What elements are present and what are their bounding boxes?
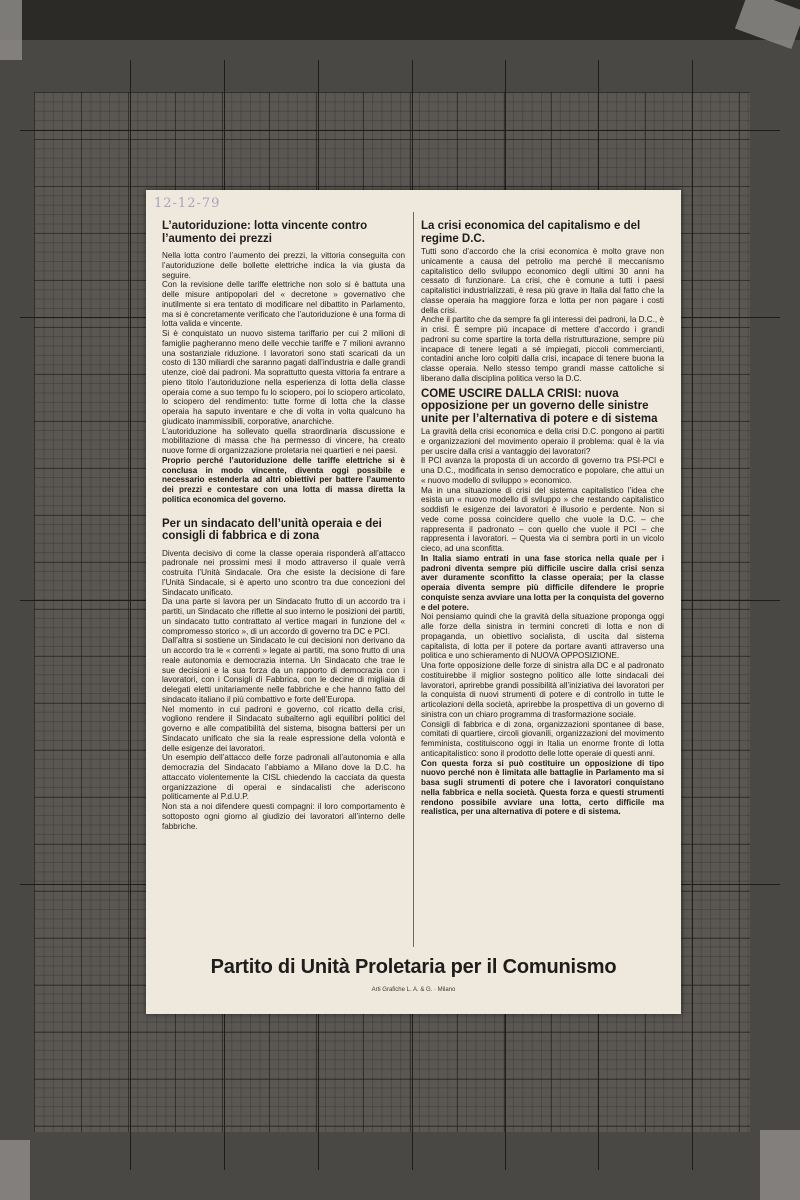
body-paragraph: Un esempio dell’attacco delle forze padronali all’autonomia e alla democrazia del Sindacato l’abbiamo a Milano dove la D.C. ha attaccato violentemente la CISL chiedendo la cacciata da questa organizzazione di operai e sindacalisti che aderiscono politicamente al P.d.U.P. bbox=[162, 753, 405, 802]
right-column bbox=[421, 220, 664, 821]
body-paragraph: Ma in una situazione di crisi del sistema capitalistico l’idea che esista un « nuovo modello di sviluppo » che restando capitalistico soddisfi le esigenze dei lavoratori è illusorio e perdente. Non si vede come possa coincidere quello che vuole la D.C. – che rappresenta il padronato – con quello che vuole il PCI – che rappresenta i lavoratori. – Questa via ci sembra porti in un vicolo cieco, ad una sconfitta. bbox=[421, 485, 664, 553]
left-column bbox=[162, 220, 405, 844]
body-paragraph: Anche il partito che da sempre fa gli interessi dei padroni, la D.C., è in crisi. È sempre più incapace di mettere d’accordo i grandi padroni su come spartire la torta della ristrutturazione, sempre più incapace di tenere legati a sé impiegati, piccoli commercianti, contadini anche loro colpiti dalla crisi, incapace di tenere buona la classe operaia. Nello stesso tempo grandi masse cattoliche si liberano dalla disciplina politica verso la D.C. bbox=[421, 315, 664, 383]
section-heading: Per un sindacato dell’unità operaia e dei consigli di fabbrica e di zona bbox=[162, 517, 382, 542]
archive-stamp: 12-12-79 bbox=[154, 196, 221, 211]
body-paragraph: Consigli di fabbrica e di zona, organizzazioni spontanee di base, comitati di quartiere, circoli giovanili, organizzazioni del movimento femminista, costituiscono oggi in Italia un enorme fronte di lotta anticapitalistico: sono il prodotto delle lotte operaie di questi anni. bbox=[421, 719, 664, 758]
column-divider bbox=[413, 212, 414, 947]
body-paragraph: Nella lotta contro l’aumento dei prezzi, la vittoria conseguita con l’autoriduzione delle bollette elettriche indica la via giusta da seguire. bbox=[162, 251, 405, 280]
grid-guide-line bbox=[692, 60, 693, 1170]
article-section bbox=[162, 518, 405, 832]
body-paragraph: La gravità della crisi economica e della crisi D.C. pongono ai partiti e organizzazioni del movimento operaio il problema: qual è la via per uscire dalla crisi a vantaggio dei lavoratori? bbox=[421, 427, 664, 456]
body-paragraph: Nel momento in cui padroni e governo, col ricatto della crisi, vogliono rendere il Sindacato subalterno agli equilibri politici del governo e alle compatibilità del sistema, bisogna battersi per un Sindacato unificato che sia la reale espressione della volontà e delle esigenze dei lavoratori. bbox=[162, 704, 405, 753]
body-paragraph: Dall’altra si sostiene un Sindacato le cui decisioni non derivano da un accordo tra le « correnti » legate ai partiti, ma sono frutto di una reale autonomia e democrazia interna. Un Sindacato che trae le sue decisioni e la sua forza da un rapporto di democrazia con i lavoratori, con i Consigli di Fabbrica, con le decine di migliaia di delegati eletti unitariamente nelle fabbriche e che hanno fatto del sindacato italiano il più combattivo e forte dell’Europa. bbox=[162, 636, 405, 704]
body-paragraph: Una forte opposizione delle forze di sinistra alla DC e al padronato costituirebbe il miglior sostegno politico alle lotte sindacali dei lavoratori, aprirebbe grandi possibilità all’iniziativa dei lavoratori per la conquista di nuovi strumenti di potere e di controllo in tutte le articolazioni della società, aprirebbe la prospettiva di un governo di sinistra con un chiaro programma di trasformazione sociale. bbox=[421, 661, 664, 719]
body-paragraph: L’autoriduzione ha sollevato quella straordinaria discussione e mobilitazione di massa che ha permesso di vincere, ha creato nuove forme di organizzazione proletaria nei quartieri e nei paesi. bbox=[162, 426, 405, 455]
masking-tape bbox=[0, 0, 22, 60]
body-paragraph: Non sta a noi difendere questi compagni: il loro comportamento è sottoposto ogni giorno al giudizio dei lavoratori all’interno delle fabbriche. bbox=[162, 802, 405, 831]
article-section bbox=[421, 388, 664, 818]
masking-tape bbox=[760, 1130, 800, 1200]
body-paragraph: Con la revisione delle tariffe elettriche non solo si è battuta una delle misure antipopolari del « decretone » governativo che inutilmente si era tentato di modificare nel dibattito in Parlamento, ma si è concretamente verificato che l’autoriduzione è una forma di lotta valida e vincente. bbox=[162, 280, 405, 329]
section-heading: COME USCIRE DALLA CRISI: nuova opposizione per un governo delle sinistre unite per l’alternativa di potere e di sistema bbox=[421, 387, 658, 425]
body-paragraph: Da una parte si lavora per un Sindacato frutto di un accordo tra i partiti, un Sindacato che riflette al suo interno le posizioni dei partiti, un sindacato tutto contrattato al vertice magari in funzione del « compromesso storico », di un accordo di governo tra DC e PCI. bbox=[162, 597, 405, 636]
party-name-footer: Partito di Unità Proletaria per il Comunismo bbox=[210, 956, 617, 978]
body-paragraph: Diventa decisivo di come la classe operaia risponderà all’attacco padronale nei prossimi mesi il modo attraverso il quale verrà costruita l’Unità Sindacale. Ora che esiste la decisione di fare l’Unità Sindacale, si è aperto uno scontro tra due concezioni del Sindacato unificato. bbox=[162, 548, 405, 597]
masking-tape bbox=[0, 1140, 30, 1200]
body-paragraph: Tutti sono d’accordo che la crisi economica è molto grave non unicamente a causa del petrolio ma perché il meccanismo capitalistico dello sviluppo economico degli ultimi 30 anni ha cessato di funzionare. La crisi, che è comune a tutti i paesi capitalistici industrializzati, è resa più grave in Italia dal fatto che la classe operaia ha maggiore forza e lotta per non pagare i costi della crisi. bbox=[421, 247, 664, 315]
grid-guide-line bbox=[130, 60, 131, 1170]
body-paragraph: In Italia siamo entrati in una fase storica nella quale per i padroni diventa sempre più difficile uscire dalla crisi senza aver duramente sconfitto la classe operaia; per la classe operaia diventa sempre più difficile difendere le proprie conquiste senza avviare una lotta per la conquista del governo e del potere. bbox=[421, 553, 664, 612]
article-section bbox=[162, 220, 405, 505]
poster-sheet bbox=[146, 190, 681, 1014]
body-paragraph: Con questa forza si può costituire un opposizione di tipo nuovo perché non è limitata alle battaglie in Parlamento ma si basa sugli strumenti di potere che i lavoratori conquistano nella fabbrica e nella società. Questa forza e questi strumenti rendono possibile avviare una lotta, certo difficile ma realistica, per una alternativa di potere e di sistema. bbox=[421, 758, 664, 817]
body-paragraph: Noi pensiamo quindi che la gravità della situazione proponga oggi alle forze della sinistra in termini concreti di lotta e non di propaganda, un obiettivo socialista, di uscita dal sistema capitalista, di lotta per il potere da portare avanti attraverso una politica e uno schieramento di NUOVA OPPOSIZIONE. bbox=[421, 612, 664, 661]
body-paragraph: Il PCI avanza la proposta di un accordo di governo tra PSI-PCI e una D.C., modificata in senso democratico e popolare, che attui un « nuovo modello di sviluppo » economico. bbox=[421, 456, 664, 485]
printer-credit: Arti Grafiche L. A. & G. · Milano bbox=[371, 987, 456, 993]
body-paragraph: Si è conquistato un nuovo sistema tariffario per cui 2 milioni di famiglie pagheranno meno delle vecchie tariffe e 7 milioni avranno una sostanziale riduzione. I lavoratori sono stati scaricati da un costo di 130 miliardi che saranno pagati dall’industria e dalle grandi utenze, cioè dai padroni. Ma soprattutto questa vittoria fa entrare a pieno titolo l’autoriduzione nella esperienza di lotta della classe operaia come a suo tempo fu lo sciopero, poi lo sciopero articolato, lo sciopero del rendimento: tutte forme di lotta che la classe operaia ha saputo inventare e che di volta in volta qualcuno ha giudicato inammissibili, corporative, anarchiche. bbox=[162, 329, 405, 426]
body-paragraph: Proprio perché l’autoriduzione delle tariffe elettriche si è conclusa in modo vincente, diventa oggi possibile e necessario estenderla ad altri obiettivi per battere l’aumento dei prezzi e contestare con una lotta di massa diretta la politica economica del governo. bbox=[162, 455, 405, 504]
grid-guide-line bbox=[20, 130, 780, 131]
article-section bbox=[421, 220, 664, 384]
section-heading: L’autoriduzione: lotta vincente contro l’aumento dei prezzi bbox=[162, 220, 368, 245]
section-heading: La crisi economica del capitalismo e del regime D.C. bbox=[421, 220, 641, 245]
